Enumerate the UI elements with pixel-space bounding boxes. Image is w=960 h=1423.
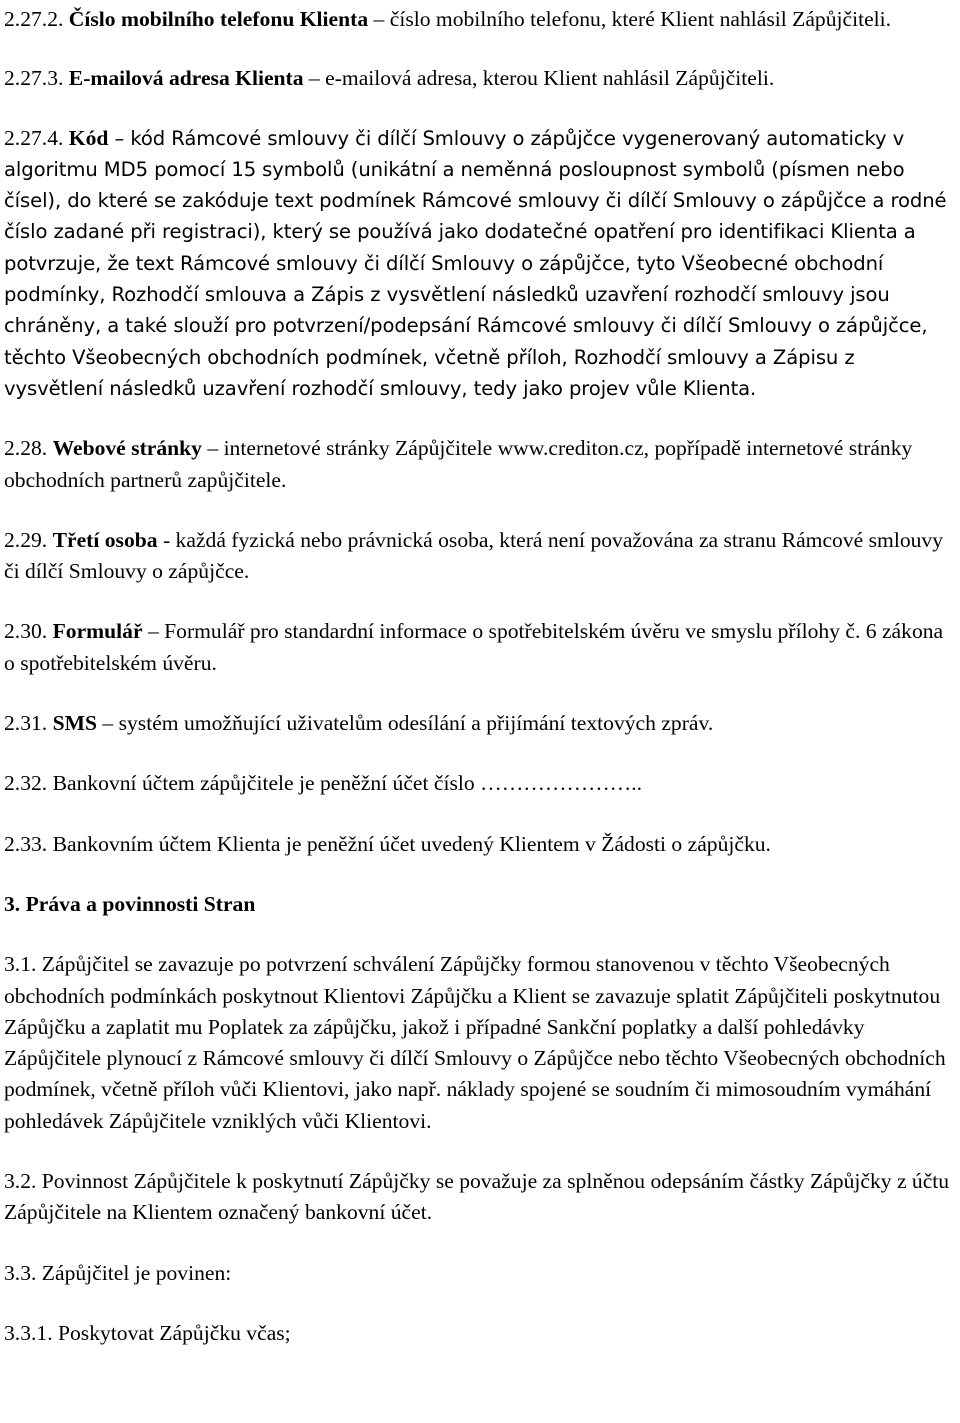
item-number: 2.29. — [4, 527, 48, 552]
item-number: 2.30. — [4, 619, 48, 644]
section-heading-3: 3. Práva a povinnosti Stran — [4, 891, 256, 916]
definition-text: – internetové stránky Zápůjčitele www.crediton.cz, popřípadě internetové stránky obchodních partnerů zapůjčitele. — [4, 436, 913, 492]
defined-term: Kód — [68, 125, 109, 150]
item-number: 2.27.2. — [4, 7, 64, 31]
definition-2-30 — [4, 616, 956, 679]
definition-2-28 — [4, 433, 956, 496]
clause-3-3: 3.3. Zápůjčitel je povinen: — [4, 1260, 232, 1285]
item-number: 2.28. — [4, 436, 48, 461]
clause-3-1: 3.1. Zápůjčitel se zavazuje po potvrzení schválení Zápůjčky formou stanovenou v těchto Všeobecných obchodních podmínkách poskytnout Klientovi Zápůjčku a Klient se zavazuje splatit Zápůjčiteli poskytnutou Zápůjčku a zaplatit mu Poplatek za zápůjčku, jakož i případné Sankční poplatky a další pohledávky Zápůjčitele plynoucí z Rámcové smlouvy či dílčí Smlouvy o Zápůjčce nebo těchto Všeobecných obchodních podmínek, včetně příloh vůči Klientovi, jako např. náklady spojené se soudním či mimosoudním vymáhání pohledávek Zápůjčitele vzniklých vůči Klientovi. — [4, 952, 946, 1133]
definition-2-31 — [4, 708, 956, 739]
definition-text: – e-mailová adresa, kterou Klient nahlásil Zápůjčiteli. — [303, 66, 775, 91]
definition-2-27-3 — [4, 63, 956, 94]
item-number: 2.31. — [4, 711, 48, 736]
defined-term: SMS — [52, 711, 97, 736]
definition-text: – Formulář pro standardní informace o spotřebitelském úvěru ve smyslu přílohy č. 6 zákona o spotřebitelském úvěru. — [4, 619, 944, 675]
definition-2-27-4 — [4, 123, 956, 405]
defined-term: Číslo mobilního telefonu Klienta — [68, 7, 369, 31]
definition-2-27-2 — [4, 4, 956, 35]
definition-2-33: 2.33. Bankovním účtem Klienta je peněžní účet uvedený Klientem v Žádosti o zápůjčku. — [4, 831, 771, 856]
defined-term: Webové stránky — [52, 436, 202, 461]
definition-2-29 — [4, 525, 956, 588]
document-page — [4, 0, 956, 1349]
definition-text: – číslo mobilního telefonu, které Klient nahlásil Zápůjčiteli. — [368, 7, 892, 31]
definition-2-32: 2.32. Bankovní účtem zápůjčitele je peněžní účet číslo ………………….. — [4, 771, 643, 796]
clause-3-3-1: 3.3.1. Poskytovat Zápůjčku včas; — [4, 1320, 291, 1345]
defined-term: Třetí osoba — [52, 527, 158, 552]
item-number: 2.27.4. — [4, 125, 64, 150]
definition-text: – systém umožňující uživatelům odesílání a přijímání textových zpráv. — [97, 711, 714, 736]
defined-term: E-mailová adresa Klienta — [68, 66, 304, 91]
definition-text: – kód Rámcové smlouvy či dílčí Smlouvy o zápůjčce vygenerovaný automaticky v algoritmu MD5 pomocí 15 symbolů (unikátní a neměnná posloupnost symbolů (písmen nebo čísel), do které se zakóduje text podmínek Rámcové smlouvy či dílčí Smlouvy o zápůjčce a rodné číslo zadané při registraci), který se používá jako dodatečné opatření pro identifikaci Klienta a potvrzuje, že text Rámcové smlouvy či dílčí Smlouvy o zápůjčce, tyto Všeobecné obchodní podmínky, Rozhodčí smlouva a Zápis z vysvětlení následků uzavření rozhodčí smlouvy jsou chráněny, a také slouží pro potvrzení/podepsání Rámcové smlouvy či dílčí Smlouvy o zápůjčce, těchto Všeobecných obchodních podmínek, včetně příloh, Rozhodčí smlouvy a Zápisu z vysvětlení následků uzavření rozhodčí smlouvy, tedy jako projev vůle Klienta. — [4, 126, 947, 400]
clause-3-2: 3.2. Povinnost Zápůjčitele k poskytnutí Zápůjčky se považuje za splněnou odepsáním částky Zápůjčky z účtu Zápůjčitele na Klientem označený bankovní účet. — [4, 1169, 950, 1225]
defined-term: Formulář — [52, 619, 143, 644]
definition-text: - každá fyzická nebo právnická osoba, která není považována za stranu Rámcové smlouvy či dílčí Smlouvy o zápůjčce. — [4, 527, 944, 584]
item-number: 2.27.3. — [4, 66, 64, 91]
